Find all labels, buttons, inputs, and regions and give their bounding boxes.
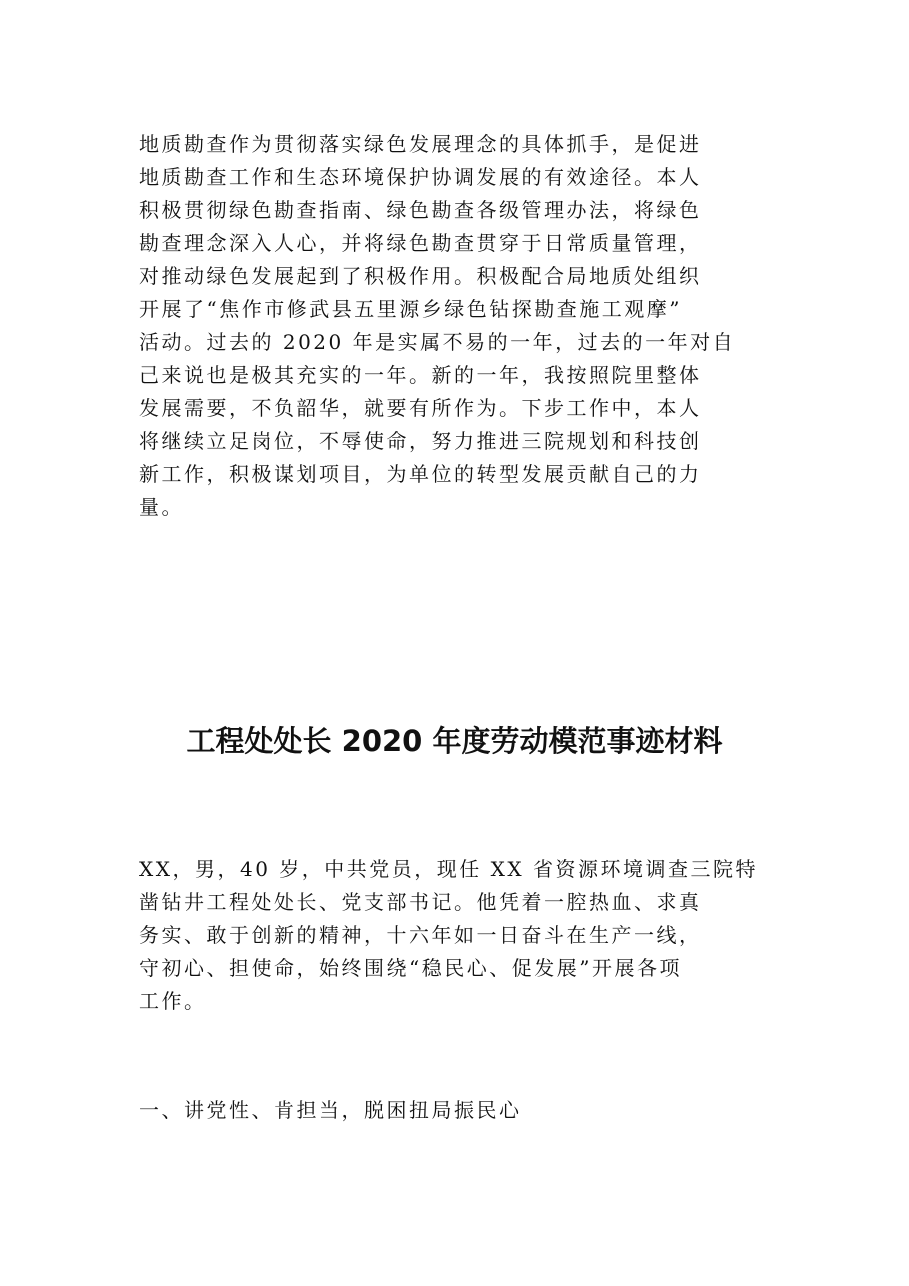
paragraph-line: 将继续立足岗位，不辱使命，努力推进三院规划和科技创 — [139, 429, 702, 453]
paragraph-line: 量。 — [139, 495, 184, 519]
paragraph-line: 地质勘查作为贯彻落实绿色发展理念的具体抓手，是促进 — [139, 132, 702, 156]
paragraph-line: 凿钻井工程处处长、党支部书记。他凭着一腔热血、求真 — [139, 890, 702, 914]
paragraph-line: 守初心、担使命，始终围绕“稳民心、促发展”开展各项 — [139, 956, 682, 980]
paragraph-line: 地质勘查工作和生态环境保护协调发展的有效途径。本人 — [139, 165, 702, 189]
paragraph-line: 务实、敢于创新的精神，十六年如一日奋斗在生产一线， — [139, 923, 702, 947]
paragraph-line: 活动。过去的 2020 年是实属不易的一年，过去的一年对自 — [139, 330, 736, 354]
paragraph-line: 己来说也是极其充实的一年。新的一年，我按照院里整体 — [139, 363, 702, 387]
paragraph-line: 发展需要，不负韶华，就要有所作为。下步工作中，本人 — [139, 396, 702, 420]
paragraph-line: 开展了“焦作市修武县五里源乡绿色钻探勘查施工观摩” — [139, 297, 682, 321]
document-title: 工程处处长 2020 年度劳动模范事迹材料 — [186, 724, 723, 758]
paragraph-profile — [139, 853, 779, 1018]
paragraph-line: 对推动绿色发展起到了积极作用。积极配合局地质处组织 — [139, 264, 702, 288]
paragraph-green-exploration — [139, 128, 779, 524]
paragraph-line: XX，男，40 岁，中共党员，现任 XX 省资源环境调查三院特 — [139, 857, 758, 881]
section-heading: 一、讲党性、肯担当，脱困扭局振民心 — [139, 1098, 522, 1122]
paragraph-line: 工作。 — [139, 989, 207, 1013]
paragraph-line: 勘查理念深入人心，并将绿色勘查贯穿于日常质量管理， — [139, 231, 702, 255]
paragraph-line: 新工作，积极谋划项目，为单位的转型发展贡献自己的力 — [139, 462, 702, 486]
paragraph-line: 积极贯彻绿色勘查指南、绿色勘查各级管理办法，将绿色 — [139, 198, 702, 222]
